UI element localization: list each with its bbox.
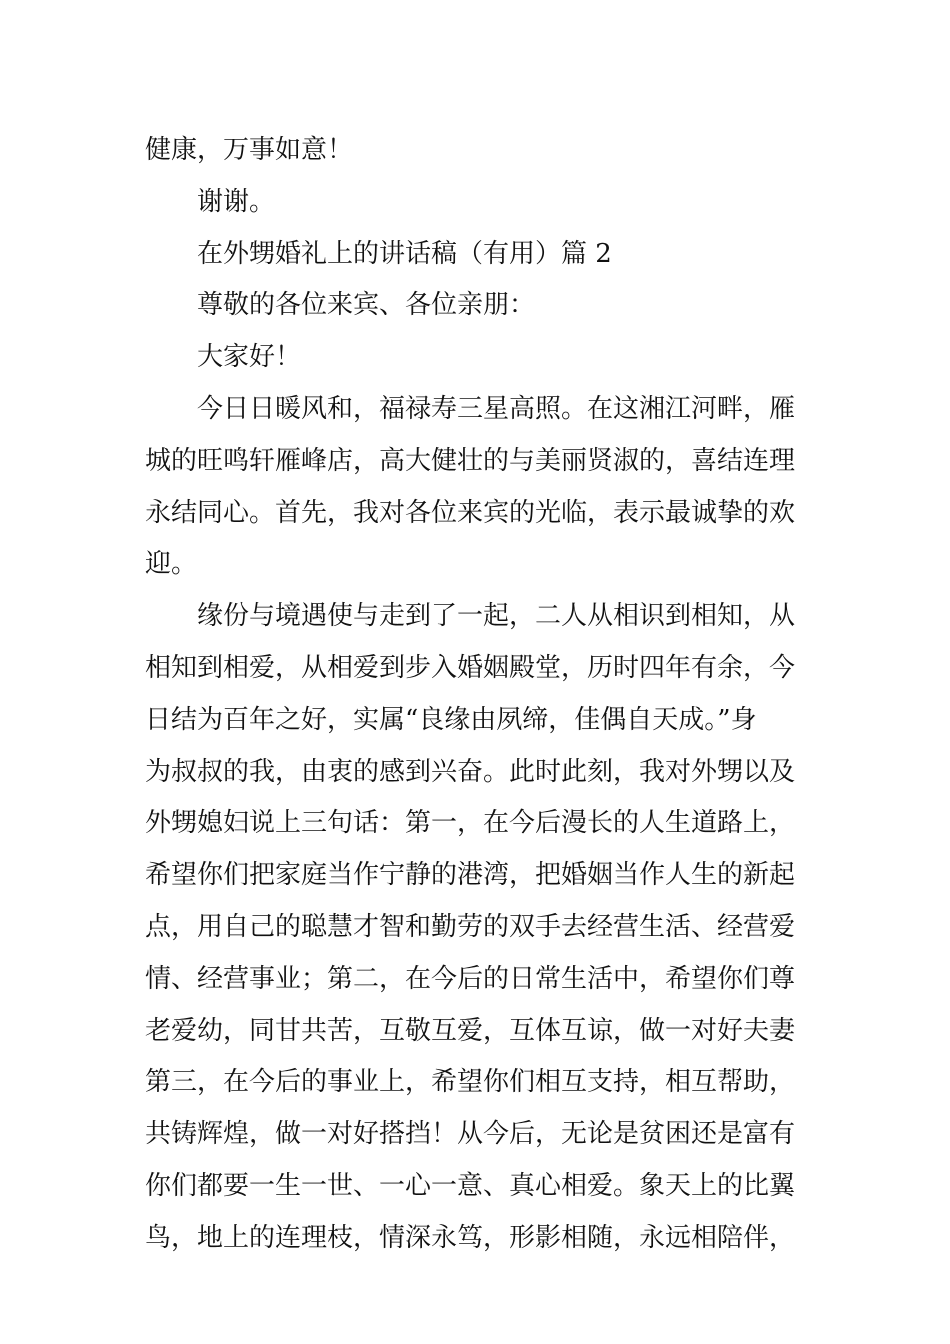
text-line: 外甥媳妇说上三句话：第一，在今后漫长的人生道路上，: [145, 808, 796, 839]
text-line: 第三，在今后的事业上，希望你们相互支持，相互帮助，: [145, 1067, 796, 1098]
text-line: 缘份与境遇使与走到了一起，二人从相识到相知，从: [197, 601, 796, 632]
text-line: 城的旺鸣轩雁峰店，高大健壮的与美丽贤淑的，喜结连理: [145, 445, 796, 476]
text-line: 为叔叔的我，由衷的感到兴奋。此时此刻，我对外甥以及: [145, 756, 796, 787]
text-line: 情、经营事业；第二，在今后的日常生活中，希望你们尊: [145, 963, 796, 994]
text-line: 尊敬的各位来宾、各位亲朋：: [197, 290, 536, 321]
text-line: 希望你们把家庭当作宁静的港湾，把婚姻当作人生的新起: [145, 860, 796, 891]
text-line: 健康，万事如意！: [145, 135, 354, 165]
text-line: 迎。: [145, 549, 198, 580]
text-line: 你们都要一生一世、一心一意、真心相爱。象天上的比翼: [145, 1170, 796, 1201]
text-line: 老爱幼，同甘共苦，互敬互爱，互体互谅，做一对好夫妻: [145, 1015, 796, 1046]
text-line: 共铸辉煌，做一对好搭挡！从今后，无论是贫困还是富有: [145, 1119, 796, 1150]
text-line: 永结同心。首先，我对各位来宾的光临，表示最诚挚的欢: [145, 497, 796, 528]
text-line: 日结为百年之好，实属“良缘由夙缔，佳偶自天成。”身: [145, 704, 757, 735]
text-line: 点，用自己的聪慧才智和勤劳的双手去经营生活、经营爱: [145, 911, 796, 942]
text-line: 相知到相爱，从相爱到步入婚姻殿堂，历时四年有余，今: [145, 652, 796, 683]
text-line: 在外甥婚礼上的讲话稿（有用）篇 2: [197, 238, 612, 269]
document-body: [145, 127, 810, 1267]
text-line: 大家好！: [197, 342, 302, 373]
text-line: 谢谢。: [197, 186, 276, 217]
text-line: 鸟，地上的连理枝，情深永笃，形影相随，永远相陪伴，: [145, 1222, 796, 1253]
text-line: 今日日暖风和，福禄寿三星高照。在这湘江河畔，雁: [197, 393, 796, 424]
